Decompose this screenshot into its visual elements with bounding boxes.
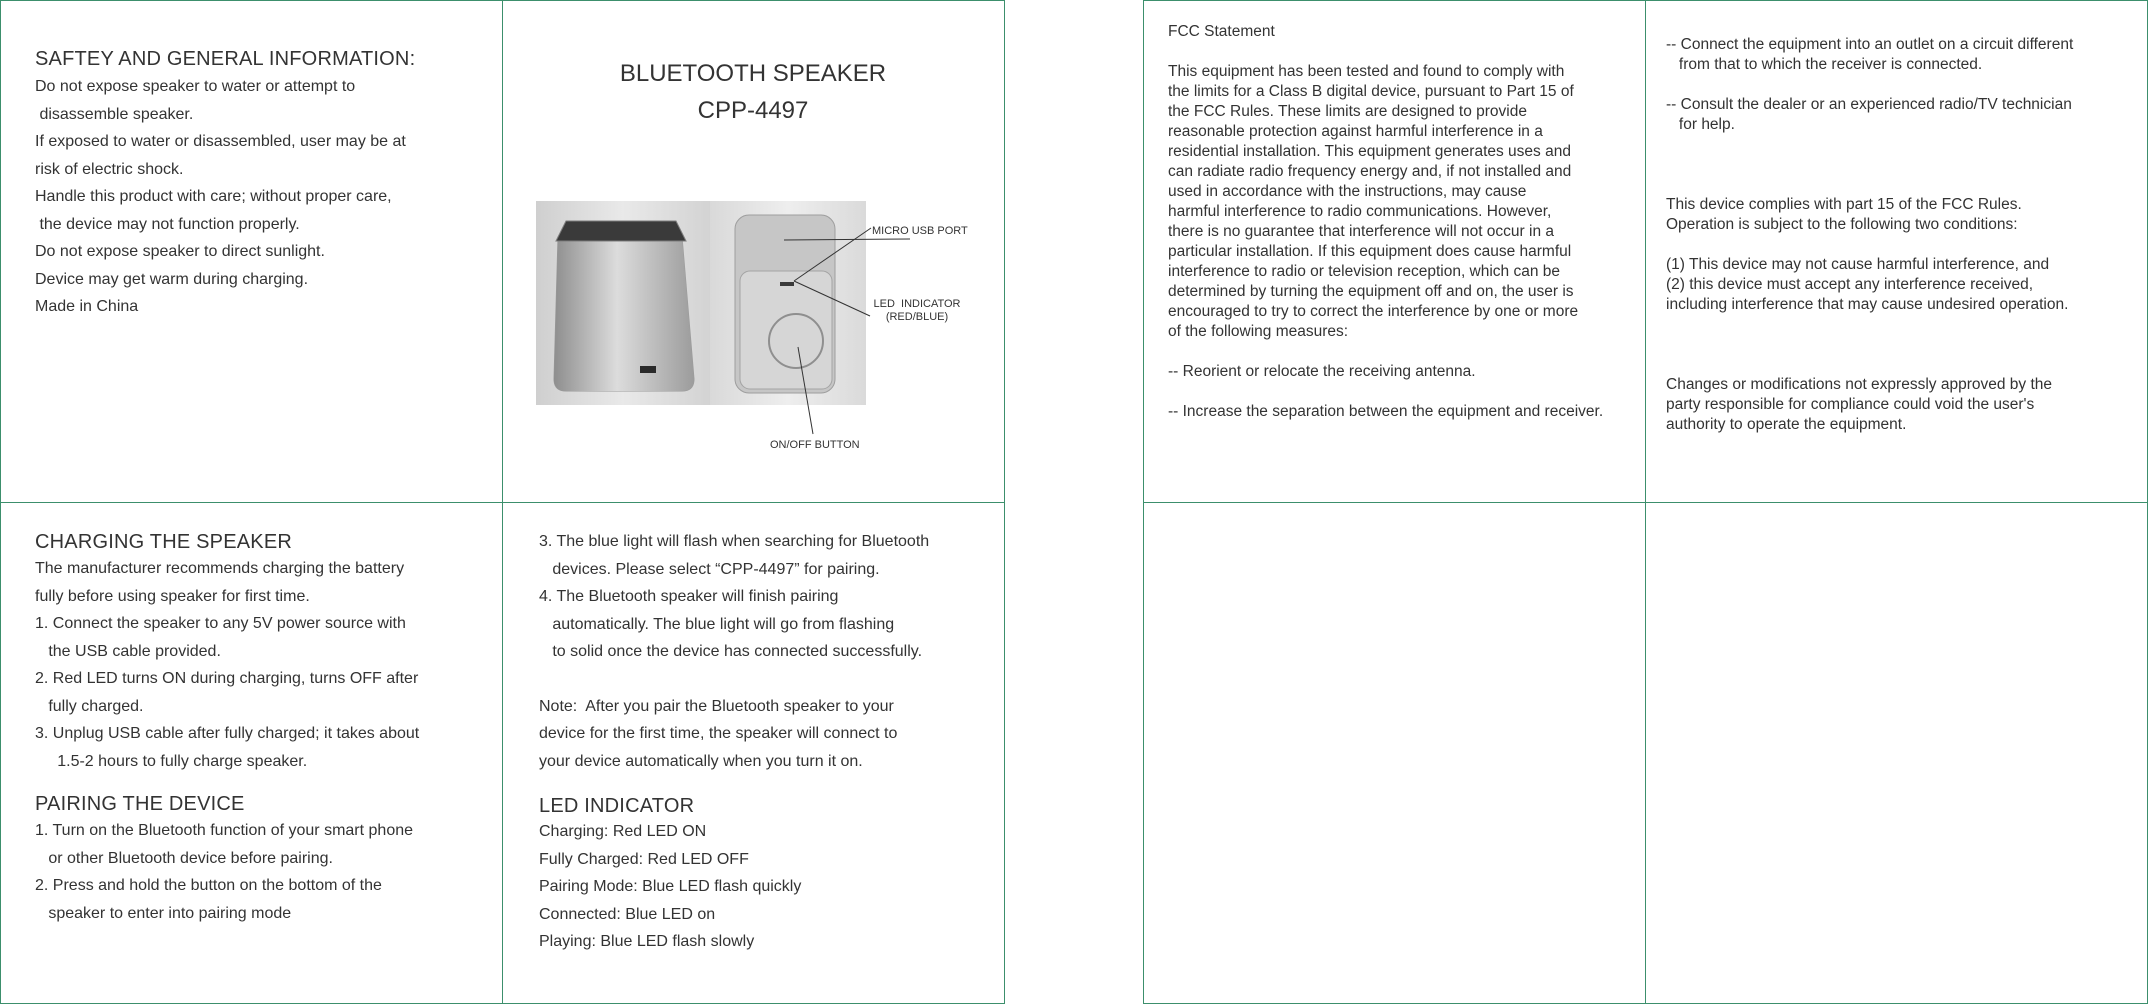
charging-text — [35, 555, 495, 775]
fold-line — [0, 502, 1005, 503]
text-line: or other Bluetooth device before pairing. — [35, 849, 333, 867]
fcc-changes-warning — [1666, 375, 2136, 435]
led-indicator-callout: LED INDICATOR (RED/BLUE) — [873, 298, 961, 323]
fcc-measure-reorient: -- Reorient or relocate the receiving antenna. — [1168, 363, 1476, 380]
text-line: of the following measures: — [1168, 323, 1349, 340]
text-line: This equipment has been tested and found to comply with — [1168, 63, 1565, 80]
text-line: 1. Connect the speaker to any 5V power source with — [35, 615, 406, 632]
text-line: This device complies with part 15 of the FCC Rules. — [1666, 196, 2022, 213]
text-line: Pairing Mode: Blue LED flash quickly — [539, 878, 802, 895]
text-line: 2. Red LED turns ON during charging, turns OFF after — [35, 670, 419, 687]
text-line: Changes or modifications not expressly approved by the — [1666, 376, 2052, 393]
text-line: -- Connect the equipment into an outlet on a circuit different — [1666, 36, 2074, 53]
fcc-continued-panel — [1666, 35, 2136, 435]
text-line — [1666, 235, 2136, 255]
text-line: 1.5-2 hours to fully charge speaker. — [35, 752, 308, 770]
text-line: from that to which the receiver is connected. — [1666, 56, 1983, 73]
text-line: Do not expose speaker to water or attempt to — [35, 78, 356, 95]
text-line: automatically. The blue light will go from flashing — [539, 615, 895, 633]
safety-heading: SAFTEY AND GENERAL INFORMATION: — [35, 48, 416, 70]
charging-panel — [35, 531, 495, 927]
safety-panel — [35, 48, 495, 321]
text-line: to solid once the device has connected successfully. — [539, 643, 923, 660]
text-line: Handle this product with care; without proper care, — [35, 188, 392, 205]
text-line: interference to radio or television reception, which can be — [1168, 263, 1561, 280]
text-line: (2) this device must accept any interference received, — [1666, 276, 2034, 293]
text-line: 3. The blue light will flash when searching for Bluetooth — [539, 533, 930, 550]
fcc-part15-text — [1666, 195, 2136, 315]
text-line: harmful interference to radio communications. However, — [1168, 203, 1552, 220]
text-line: Connected: Blue LED on — [539, 905, 716, 923]
text-line: used in accordance with the instructions, may cause — [1168, 183, 1527, 200]
fold-line — [1143, 502, 2148, 503]
fcc-measure-outlet — [1666, 35, 2136, 75]
text-line: The manufacturer recommends charging the battery — [35, 560, 405, 577]
fold-line — [1143, 0, 2148, 1]
fcc-statement-text — [1168, 62, 1638, 342]
text-line: device for the first time, the speaker will connect to — [539, 725, 898, 742]
text-line: Device may get warm during charging. — [35, 270, 309, 288]
text-line: disassemble speaker. — [35, 105, 194, 123]
text-line: can radiate radio frequency energy and, if not installed and — [1168, 163, 1572, 180]
safety-text — [35, 73, 495, 321]
text-line: your device automatically when you turn it on. — [539, 752, 863, 770]
text-line: particular installation. If this equipment does cause harmful — [1168, 243, 1572, 260]
text-line: fully before using speaker for first time. — [35, 587, 310, 605]
text-line: there is no guarantee that interference will not occur in a — [1168, 223, 1555, 240]
product-model: CPP-4497 — [697, 97, 809, 124]
pairing-text — [35, 817, 495, 927]
charging-heading: CHARGING THE SPEAKER — [35, 531, 293, 553]
fcc-heading: FCC Statement — [1168, 23, 1275, 40]
text-line: speaker to enter into pairing mode — [35, 904, 292, 922]
pairing-continued-text — [539, 528, 999, 666]
text-line: -- Consult the dealer or an experienced radio/TV technician — [1666, 96, 2072, 113]
text-line: including interference that may cause undesired operation. — [1666, 296, 2069, 313]
led-heading: LED INDICATOR — [539, 795, 695, 817]
led-indicator-list — [539, 818, 999, 956]
pairing-heading: PAIRING THE DEVICE — [35, 793, 245, 815]
on-off-button-callout: ON/OFF BUTTON — [770, 439, 860, 451]
text-line: 4. The Bluetooth speaker will finish pairing — [539, 588, 839, 605]
fcc-measure-separation: -- Increase the separation between the equipment and receiver. — [1168, 403, 1604, 420]
usb-port-callout: MICRO USB PORT — [872, 225, 968, 237]
pairing-continued-panel — [539, 528, 999, 956]
pairing-note — [539, 693, 999, 776]
text-line: determined by turning the equipment off and on, the user is — [1168, 283, 1574, 300]
text-line: the USB cable provided. — [35, 642, 221, 660]
text-line: the limits for a Class B digital device, pursuant to Part 15 of — [1168, 83, 1574, 100]
text-line: residential installation. This equipment generates uses and — [1168, 143, 1571, 160]
text-line: fully charged. — [35, 697, 144, 715]
text-line: risk of electric shock. — [35, 160, 184, 178]
text-line: Operation is subject to the following two conditions: — [1666, 216, 2018, 233]
fcc-panel — [1168, 22, 1638, 422]
text-line: Note: After you pair the Bluetooth speaker to your — [539, 697, 894, 715]
text-line: devices. Please select “CPP-4497” for pairing. — [539, 560, 880, 578]
text-line: Do not expose speaker to direct sunlight. — [35, 243, 325, 260]
text-line: (1) This device may not cause harmful interference, and — [1666, 256, 2050, 273]
callout-lines — [502, 0, 1004, 502]
text-line: If exposed to water or disassembled, user may be at — [35, 133, 406, 150]
text-line: party responsible for compliance could void the user's — [1666, 396, 2035, 413]
fcc-measure-consult — [1666, 95, 2136, 135]
text-line: 2. Press and hold the button on the bottom of the — [35, 877, 382, 894]
text-line: Made in China — [35, 298, 139, 315]
text-line: Fully Charged: Red LED OFF — [539, 850, 749, 868]
text-line: reasonable protection against harmful interference in a — [1168, 123, 1543, 140]
text-line: the FCC Rules. These limits are designed to provide — [1168, 103, 1527, 120]
text-line: encouraged to try to correct the interference by one or more — [1168, 303, 1579, 320]
text-line: authority to operate the equipment. — [1666, 416, 1907, 433]
text-line: for help. — [1666, 116, 1735, 133]
product-title: BLUETOOTH SPEAKER — [619, 60, 887, 87]
text-line: Playing: Blue LED flash slowly — [539, 933, 755, 950]
text-line: 1. Turn on the Bluetooth function of your smart phone — [35, 822, 414, 839]
text-line: Charging: Red LED ON — [539, 823, 707, 840]
text-line: 3. Unplug USB cable after fully charged; it takes about — [35, 725, 420, 742]
text-line: the device may not function properly. — [35, 215, 300, 233]
